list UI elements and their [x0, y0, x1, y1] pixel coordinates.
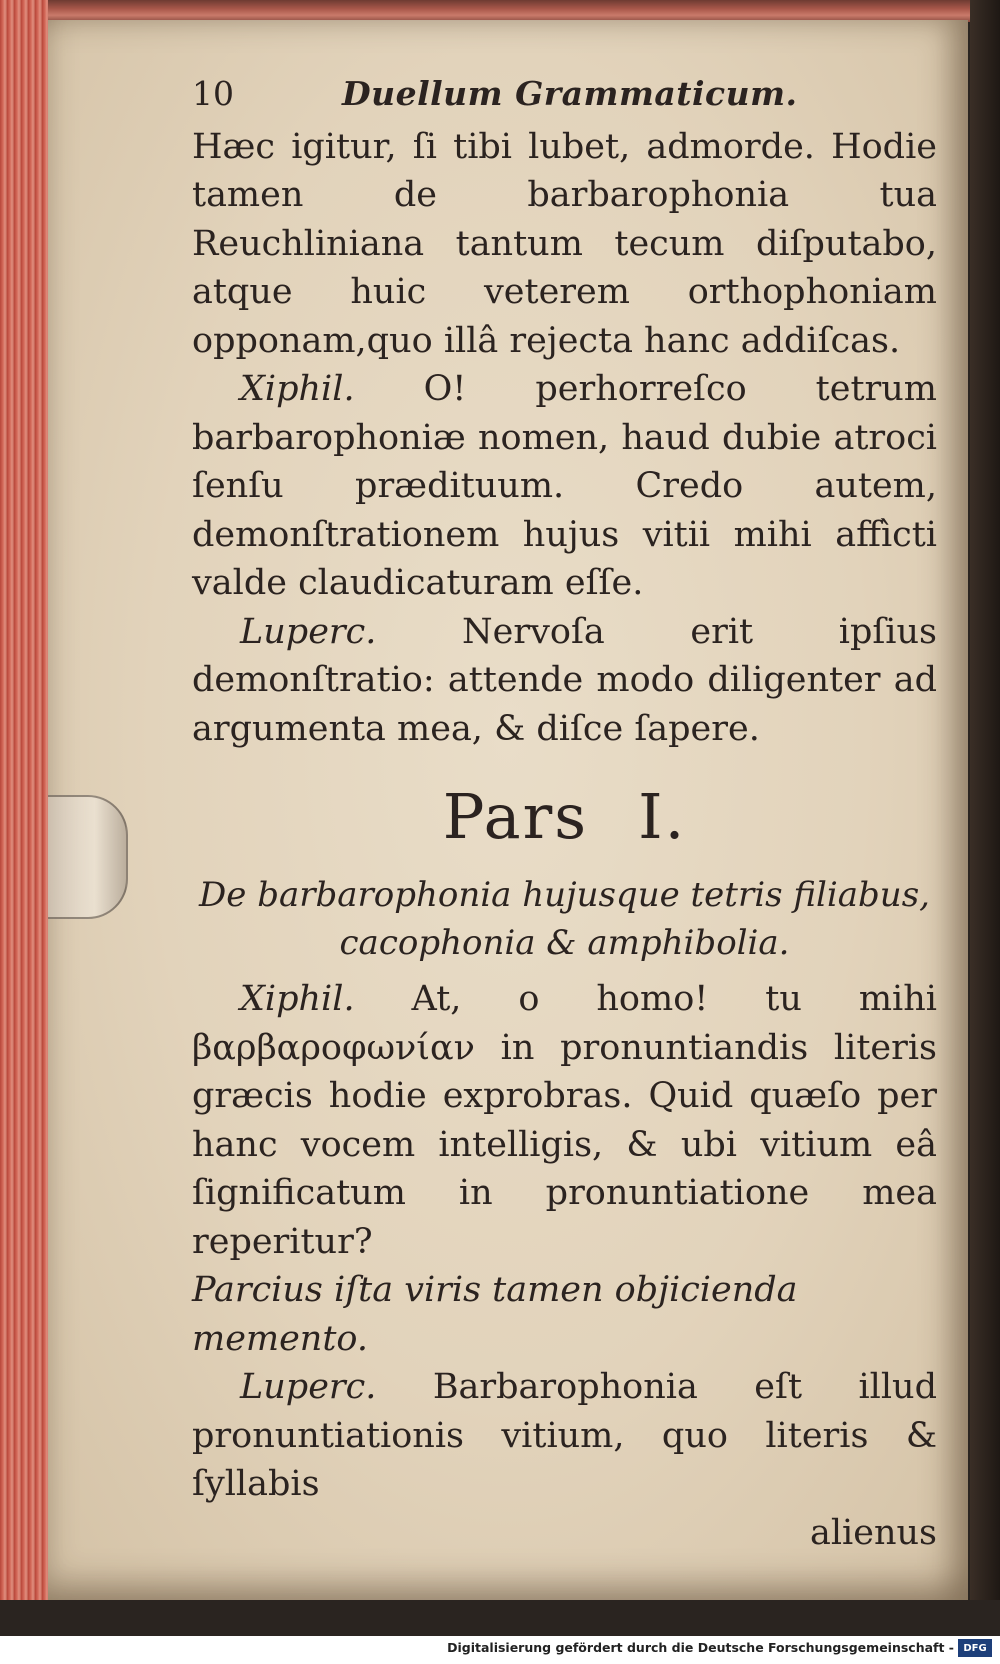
speaker-name: Xiphil. [240, 979, 355, 1019]
paragraph-text: Barbarophonia eſt illud pronuntiationis vitium, quo literis & ſyllabis [192, 1367, 937, 1504]
heading-part: Pars [442, 780, 589, 853]
catchword: alienus [809, 1512, 937, 1553]
subheading-line: cacophonia & amphibolia. [339, 923, 790, 963]
page-clip [48, 795, 128, 919]
book-top-edge [0, 0, 1000, 22]
paragraph [192, 1363, 937, 1509]
section-subheading [192, 871, 937, 967]
paragraph [192, 365, 937, 608]
dfg-logo-icon: DFG [958, 1639, 992, 1657]
speaker-name: Luperc. [240, 1367, 377, 1407]
page-text [192, 70, 937, 1557]
speaker-name: Luperc. [240, 611, 377, 652]
book-page-edges [0, 0, 48, 1600]
paragraph-text: O! perhorreſco tetrum barbarophoniæ nomen, haud dubie atroci ſenſu prædituum. Credo autem, demonſtrationem hujus vitii mihi affìcti valde claudicaturam eſſe. [192, 369, 937, 603]
heading-numeral: I. [638, 780, 687, 853]
verse-quotation: Parcius iſta viris tamen objicienda memento. [192, 1270, 798, 1359]
digitization-credit: Digitalisierung gefördert durch die Deutsche Forschungsgemeinschaft - [447, 1640, 954, 1655]
paragraph: Hæc igitur, ſi tibi lubet, admorde. Hodie tamen de barbarophonia tua Reuchliniana tantum tecum diſputabo, atque huic veterem orthophoniam opponam,quo illâ rejecta hanc addiſcas. [192, 126, 937, 361]
running-head: Duellum Grammaticum. [342, 74, 798, 113]
page-header [192, 70, 937, 119]
speaker-name: Xiphil. [240, 369, 355, 409]
section-heading [192, 777, 937, 857]
paragraph-text: Nervoſa erit ipſius demonſtratio: attende modo diligenter ad argumenta mea, & diſce ſapere. [192, 611, 937, 749]
paragraph-text: At, o homo! tu mihi βαρβαροφωνίαν in pronuntiandis literis græcis hodie exprobras. Quid quæſo per hanc vocem intelligis, & ubi vitium eâ ſignificatum in pronuntiatione mea reperitur? [192, 979, 937, 1262]
book-spine-shadow [970, 0, 1000, 1600]
paragraph [192, 975, 937, 1266]
paragraph [192, 608, 937, 754]
subheading-line: De barbarophonia hujusque tetris filiabus, [199, 875, 930, 915]
page-number: 10 [192, 74, 234, 113]
